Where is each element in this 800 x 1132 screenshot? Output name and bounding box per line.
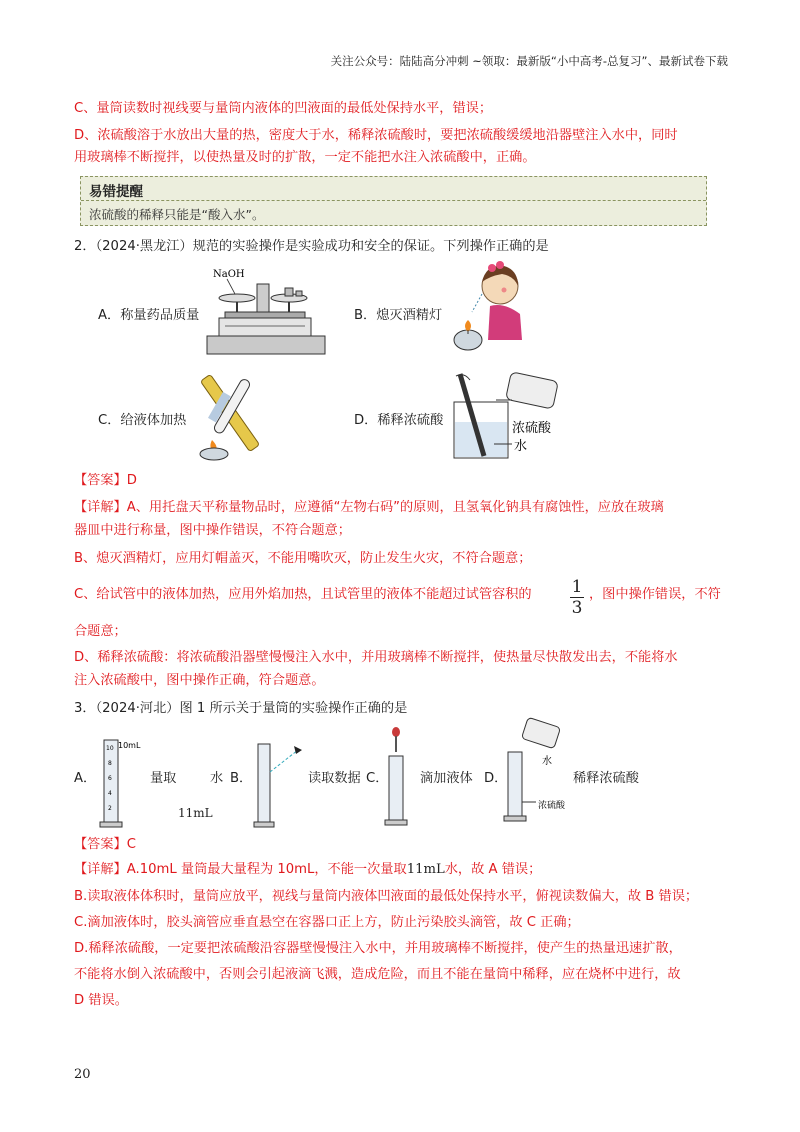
- svg-text:8: 8: [108, 760, 112, 767]
- page-header: 关注公众号：陆陆高分冲刺 ~领取：最新版“小中高考-总复习”、最新试卷下载: [330, 54, 728, 68]
- q3-option-b: B．: [230, 771, 253, 786]
- q2-explanation-a2: 器皿中进行称量，图中操作错误，不符合题意；: [74, 523, 351, 538]
- q3-explanation-b: B.读取液体体积时，量筒应放平，视线与量筒内液体凹液面的最低处保持水平，俯视读数偏大，故 B 错误；: [74, 889, 699, 904]
- q3-option-d: D．: [484, 771, 508, 786]
- q2-explanation-d1: D、稀释浓硫酸：将浓硫酸沿器壁慢慢注入水中，并用玻璃棒不断搅拌，使热量尽快散发出去，不能将水: [74, 650, 678, 665]
- cylinder-d-figure: [500, 720, 580, 826]
- q2-explanation-c1: C、给试管中的液体加热，应用外焰加热，且试管里的液体不能超过试管容积的: [74, 587, 532, 602]
- q3-explanation-a: [74, 861, 541, 879]
- error-tip-title: 易错提醒: [89, 184, 143, 200]
- q2-stem: 2．（2024·黑龙江）规范的实验操作是实验成功和安全的保证。下列操作正确的是: [74, 239, 549, 254]
- page-number: 20: [74, 1067, 91, 1082]
- q3-answer: 【答案】C: [74, 837, 136, 852]
- q1-option-c-explanation: C、量筒读数时视线要与量筒内液体的凹液面的最低处保持水平，错误；: [74, 101, 493, 116]
- cylinder-c-figure: [384, 726, 414, 828]
- svg-text:6: 6: [108, 775, 112, 782]
- cylinder-d-water-label: 水: [542, 756, 552, 767]
- balance-figure: [205, 266, 335, 358]
- q2-option-d: D．稀释浓硫酸: [354, 413, 444, 428]
- cylinder-10ml-label: 10mL: [118, 741, 141, 750]
- cylinder-a-figure: [96, 738, 158, 830]
- fraction-denominator: 3: [571, 598, 583, 618]
- q2-explanation-d2: 注入浓硫酸中，图中操作正确，符合题意。: [74, 673, 325, 688]
- q2-option-b: B．熄灭酒精灯: [354, 308, 443, 323]
- q1-option-d-explanation-line2: 用玻璃棒不断搅拌，以使热量及时的扩散，一定不能把水注入浓硫酸中，正确。: [74, 150, 536, 165]
- error-tip-divider: [81, 200, 706, 201]
- svg-text:4: 4: [108, 790, 112, 797]
- heating-liquid-figure: [196, 368, 280, 462]
- dilution-water-label: 水: [514, 439, 528, 454]
- q3-option-d-text: 稀释浓硫酸: [573, 771, 639, 786]
- svg-text:2: 2: [108, 805, 112, 812]
- q2-explanation-c1-tail: ，图中操作错误，不符: [589, 587, 721, 602]
- error-tip-box: [80, 176, 707, 226]
- q3-explanation-d3: D 错误。: [74, 993, 128, 1008]
- cylinder-b-figure: [254, 742, 304, 830]
- q3-option-b-text: 读取数据: [308, 771, 361, 786]
- dilution-acid-label: 浓硫酸: [512, 421, 552, 436]
- q3-explanation-a-volume: 11mL: [406, 862, 445, 877]
- q3-option-c-text: 滴加液体: [420, 771, 473, 786]
- naoh-label: NaOH: [213, 269, 245, 280]
- q3-stem: 3．（2024·河北）图 1 所示关于量筒的实验操作正确的是: [74, 701, 408, 716]
- q3-explanation-c: C.滴加液体时，胶头滴管应垂直悬空在容器口正上方，防止污染胶头滴管，故 C 正确；: [74, 915, 580, 930]
- q3-explanation-d1: D.稀释浓硫酸，一定要把浓硫酸沿容器壁慢慢注入水中，并用玻璃棒不断搅拌，使产生的热量迅速扩散，: [74, 941, 682, 956]
- q2-explanation-a1: 【详解】A、用托盘天平称量物品时，应遵循“左物右码”的原则，且氢氧化钠具有腐蚀性，应放在玻璃: [74, 500, 664, 515]
- fraction-numerator: 1: [571, 577, 583, 597]
- q2-option-c: C．给液体加热: [98, 413, 187, 428]
- q3-explanation-d2: 不能将水倒入浓硫酸中，否则会引起液滴飞溅，造成危险，而且不能在量筒中稀释，应在烧杯中进行，故: [74, 967, 681, 982]
- q1-option-d-explanation-line1: D、浓硫酸溶于水放出大量的热，密度大于水，稀释浓硫酸时，要把浓硫酸缓缓地沿器壁注入水中，同时: [74, 128, 678, 143]
- cylinder-d-acid-label: 浓硫酸: [538, 801, 566, 811]
- q2-explanation-c2: 合题意；: [74, 624, 127, 639]
- q3-explanation-a-pre: 【详解】A.10mL 量筒最大量程为 10mL，不能一次量取: [74, 862, 407, 877]
- error-tip-text: 浓硫酸的稀释只能是“酸入水”。: [89, 207, 265, 222]
- q3-option-c: C．: [366, 771, 389, 786]
- q2-explanation-b: B、熄灭酒精灯，应用灯帽盖灭，不能用嘴吹灭，防止发生火灾，不符合题意；: [74, 551, 532, 566]
- q2-option-a: A．称量药品质量: [98, 308, 200, 323]
- q3-option-a-text: 量取: [150, 771, 177, 786]
- q3-option-a-volume: 11mL: [178, 806, 213, 820]
- q3-option-a: A．: [74, 771, 97, 786]
- blowing-lamp-figure: [452, 262, 532, 354]
- svg-text:10: 10: [106, 745, 114, 752]
- dilution-figure: [450, 372, 560, 462]
- fraction-one-third: [570, 578, 584, 617]
- q2-answer: 【答案】D: [74, 473, 137, 488]
- q3-option-a-text2: 水: [210, 771, 224, 786]
- q3-explanation-a-post: 水，故 A 错误；: [444, 862, 542, 877]
